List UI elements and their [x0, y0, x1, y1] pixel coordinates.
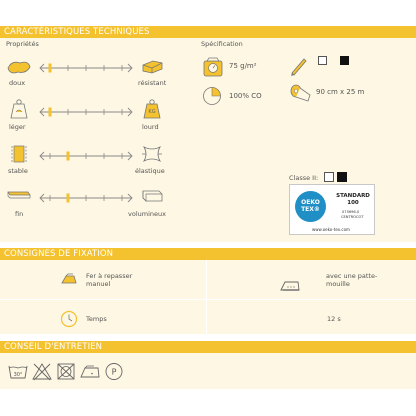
tech-section-header: CARACTÉRISTIQUES TECHNIQUES	[0, 26, 416, 38]
oeko-institute: CENTROCOT	[341, 215, 364, 219]
dimensions-value: 90 cm x 25 m	[316, 88, 365, 96]
scale-marker	[67, 152, 70, 161]
iron-low-icon	[79, 363, 101, 380]
pencil-icon	[288, 55, 310, 77]
clock-icon	[60, 310, 78, 328]
wash-30-icon	[8, 363, 28, 380]
svg-text:30°: 30°	[13, 372, 23, 378]
scale-right-label: lourd	[142, 123, 159, 131]
steam-iron-icon	[279, 278, 301, 292]
classe-label: Classe II:	[289, 174, 319, 182]
classe-swatch-white	[324, 172, 334, 182]
oeko-url: www.oeko-tex.com	[312, 227, 350, 232]
composition-pie-icon	[202, 86, 222, 106]
scale-left-label: stable	[8, 167, 28, 175]
voluminous-fabric-icon	[140, 186, 164, 204]
care-section-header: CONSEIL D'ENTRETIEN	[0, 341, 416, 353]
hand-iron-icon	[60, 272, 78, 286]
classe-swatch-black	[337, 172, 347, 182]
specification-header: Spécification	[201, 40, 243, 48]
resistant-fabric-icon	[140, 58, 164, 76]
weight-scale-icon	[202, 55, 224, 77]
time-label: Temps	[86, 315, 107, 323]
soft-fabric-icon	[6, 58, 32, 76]
scale-left-label: fin	[15, 210, 24, 218]
no-bleach-icon	[31, 362, 53, 381]
heavy-weight-icon	[141, 98, 163, 120]
properties-header: Propriétés	[6, 40, 39, 48]
color-swatch-black	[340, 56, 349, 65]
scale-right-label: volumineux	[128, 210, 166, 218]
time-value: 12 s	[327, 315, 341, 323]
light-fabric-icon	[7, 98, 31, 120]
fixation-section-header: CONSIGNES DE FIXATION	[0, 248, 416, 260]
oeko-tex-label	[289, 184, 375, 235]
scale-right-label: résistant	[138, 79, 167, 87]
oeko-tex-logo: OEKO TEX®	[295, 191, 326, 222]
scale-right-label: élastique	[135, 167, 165, 175]
scale-marker	[67, 194, 70, 203]
property-scale	[34, 61, 138, 75]
stable-fabric-icon	[8, 143, 30, 165]
fabric-roll-icon	[288, 82, 312, 104]
scale-left-label: léger	[9, 123, 26, 131]
elastic-fabric-icon	[140, 143, 164, 165]
composition-value: 100% CO	[229, 92, 262, 100]
scale-marker	[49, 108, 52, 117]
property-scale	[34, 105, 138, 119]
thin-fabric-icon	[6, 186, 32, 202]
scale-left-label: doux	[9, 79, 26, 87]
property-scale	[34, 191, 138, 205]
oeko-code: 075696.0	[342, 210, 360, 214]
no-tumble-dry-icon	[56, 362, 76, 381]
iron-value: avec une patte- mouille	[326, 272, 378, 288]
property-scale	[34, 149, 138, 163]
scale-marker	[49, 64, 52, 73]
svg-text:P: P	[111, 367, 117, 377]
color-swatch-white	[318, 56, 327, 65]
iron-label: Fer à repasser manuel	[86, 272, 133, 288]
weight-value: 75 g/m²	[229, 62, 257, 70]
dry-clean-p-icon	[104, 362, 124, 381]
oeko-standard: STANDARD 100	[336, 193, 370, 206]
svg-text:KG: KG	[148, 109, 156, 115]
